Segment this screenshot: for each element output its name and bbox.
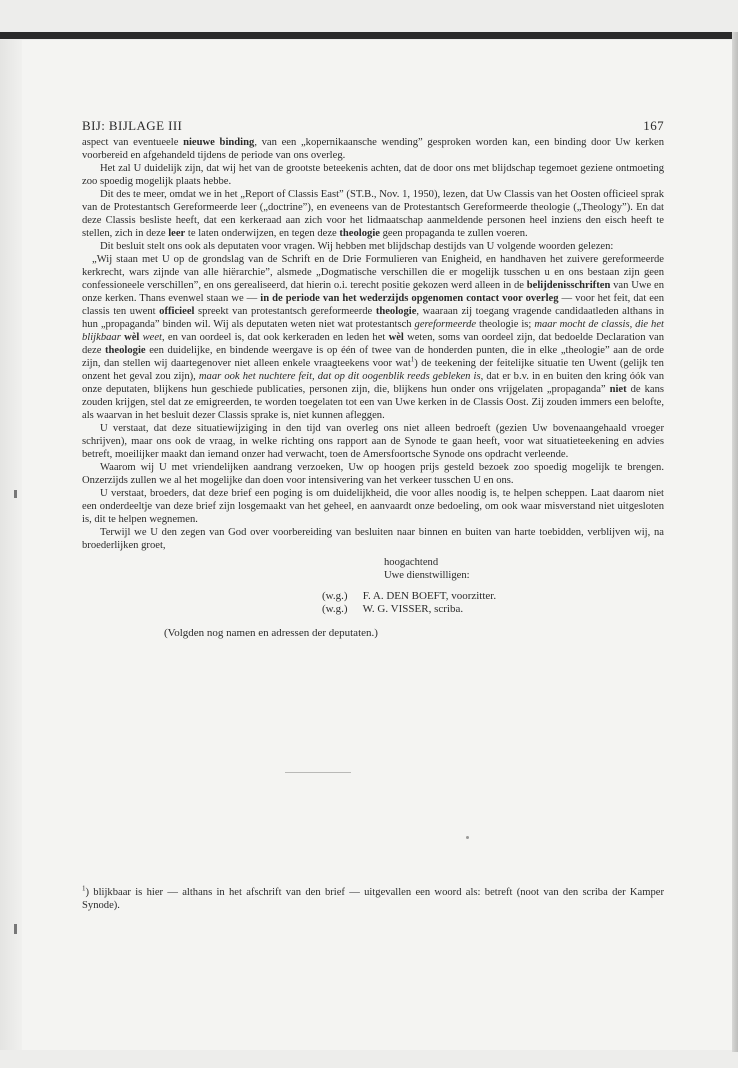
paragraph: aspect van eventueele nieuwe binding, van een „kopernikaansche wending” gesproken worden kan, een binding door Uw kerken voorbereid en afgehandeld tijdens de periode van ons overleg. — [82, 137, 665, 161]
footnote-marker: 1 — [82, 884, 86, 893]
paragraph: U verstaat, dat deze situatiewijziging in den tijd van overleg ons niet alleen bedroeft (gezien Uw bovenaangehaald vroeger schrijven), maar ons ook de vraag, in welke richting ons rapport aan de Synode te gaan heeft, voor wat situatieteekening en advies betreft, moeilijker maakt dan iemand onzer had verwacht, toen de Amersfoortsche Synode ons opdracht verleende. — [82, 423, 664, 460]
paragraph: Dit besluit stelt ons ook als deputaten voor vragen. Wij hebben met blijdschap destijds van U volgende woorden gelezen: — [100, 241, 614, 252]
deputaten-note: (Volgden nog namen en adressen der deputaten.) — [164, 627, 378, 639]
scan-top-edge — [0, 32, 738, 39]
section-divider — [285, 772, 351, 773]
footnote — [82, 886, 664, 912]
letter-body — [82, 136, 664, 640]
signature-line — [322, 590, 664, 603]
signature-block — [322, 590, 664, 616]
page-number: 167 — [643, 118, 664, 133]
signature-name: F. A. DEN BOEFT, voorzitter. — [362, 590, 497, 602]
paragraph: Terwijl we U den zegen van God over voorbereiding van besluiten naar binnen en buiten van harte toebidden, verblijven wij, na broederlijken groet, — [82, 527, 664, 551]
scan-artifact-mark — [14, 924, 17, 934]
scan-left-margin — [0, 40, 22, 1050]
paragraph: Het zal U duidelijk zijn, dat wij het van de grootste beteekenis achten, dat de door ons met blijdschap tegemoet geziene ontmoeting zoo spoedig mogelijk plaats hebbe. — [82, 163, 664, 187]
signature-prefix: (w.g.) — [322, 590, 348, 602]
closing-block — [82, 556, 664, 582]
signature-prefix: (w.g.) — [322, 603, 348, 615]
header-title: BIJ: BIJLAGE III — [82, 118, 183, 133]
paragraph: U verstaat, broeders, dat deze brief een poging is om duidelijkheid, die voor alles noodig is, te helpen scheppen. Laat daarom niet een onderdeeltje van deze brief zijn losgemaakt van het geheel, en aanvaardt onze bedoeling, om ook waar misverstand niet uitgesloten is, dit te helpen wegnemen. — [82, 488, 664, 525]
signature-name: W. G. VISSER, scriba. — [362, 603, 464, 615]
paragraph: Dit des te meer, omdat we in het „Report of Classis East” (ST.B., Nov. 1, 1950), lezen, dat Uw Classis van het Oosten officieel sprak van de Protestantsch Gereformeerde leer („doctrine”), en eveneens van de Protestantsch Gereformeerde theologie („Theology”). En dat deze Classis besliste heeft, dat een kerkeraad aan zich voor het lidmaatschap aanmeldende personen heel inziens den eisch heeft te stellen, zich in deze leer te laten onderwijzen, en tegen deze theologie geen propaganda te zullen voeren. — [82, 189, 664, 239]
scan-right-edge — [732, 32, 738, 1052]
closing-signoff: Uwe dienstwilligen: — [384, 570, 470, 581]
footnote-text: ) blijkbaar is hier — althans in het afschrift van den brief — uitgevallen een woord als: betreft (noot van den scriba der Kamper Synode). — [82, 887, 664, 911]
signature-line — [322, 603, 664, 616]
quoted-paragraph: „Wij staan met U op de grondslag van de Schrift en de Drie Formulieren van Enigheid, en handhaven het zuivere gereformeerde kerkrecht, wars zijnde van alle hiërarchie”, alsmede „Dogmatische verschillen die er mogelijk tusschen u en ons bestaan zijn geen confessioneele verschillen”, en ons gerealiseerd, dat hierin o.i. terecht positie gekozen werd alleen in de belijdenisschriften van Uwe en onze kerken. Thans evenwel staan we — in de periode van het wederzijds opgenomen contact voor overleg — voor het feit, dat een classis ten uwent officieel spreekt van protestantsch gereformeerde theologie, waaraan zij toegang vragende candidaatleden althans in hun „propaganda” binden wil. Wij als deputaten weten niet wat protestantsch gereformeerde theologie is; maar mocht de classis, die het blijkbaar wèl weet, en van oordeel is, dat ook kerkeraden en leden het wèl weten, soms van oordeel zijn, dat bedoelde Declaration van deze theologie een duidelijke, en bindende weergave is op één of twee van de honderden punten, die in elke „theologie” aan de orde zijn, dan stellen wij daartegenover niet alleen enkele vraagteekens voor wat$^1$) de teekening der feitelijke situatie ten Uwent (gelijk ten onzent het geval zou zijn), maar ook het nuchtere feit, dat op dit oogenblik reeds gebleken is, dat er b.v. in en buiten den kring óók van onze deputaten, blijkens hun geschiede publicaties, personen zijn, die, blijkens hun onder ons vrijgelaten „propaganda” niet de kans zouden krijgen, stel dat ze emigreerden, te worden toegelaten tot een van Uwe kerken in de Classis Oost. Zij zouden immers een belofte, als waarvan in het besluit dezer Classis sprake is, niet kunnen afleggen. — [82, 254, 664, 421]
scan-artifact-mark — [14, 490, 17, 498]
paragraph: Waarom wij U met vriendelijken aandrang verzoeken, Uw op hoogen prijs gesteld bezoek zoo spoedig mogelijk te brengen. Onzerzijds zullen we al het mogelijke dan doen voor intensivering van het verkeer tusschen U en ons. — [82, 462, 664, 486]
scan-speck — [466, 836, 469, 839]
closing-salutation: hoogachtend — [384, 557, 439, 568]
